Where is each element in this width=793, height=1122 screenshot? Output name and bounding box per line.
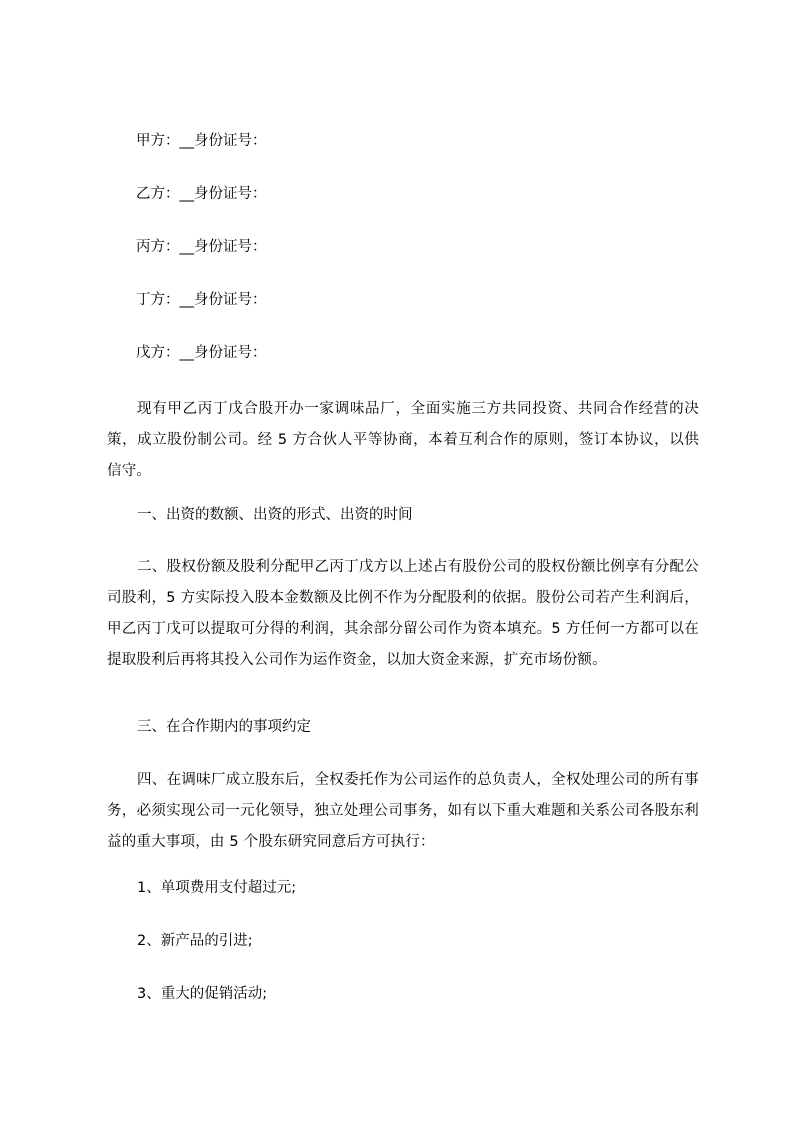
list-item-1: 1、单项费用支付超过元;	[137, 880, 297, 896]
party-ding-line: 丁方：__身份证号：	[136, 292, 267, 308]
party-jia-line: 甲方：__身份证号：	[136, 133, 267, 149]
list-item-2: 2、新产品的引进;	[137, 933, 253, 949]
section-3-title: 三、在合作期内的事项约定	[137, 719, 311, 735]
list-item-3: 3、重大的促销活动;	[137, 986, 268, 1002]
section-2-paragraph: 二、股权份额及股利分配甲乙丙丁戊方以上述占有股份公司的股权份额比例享有分配公司股利，5 方实际投入股本金数额及比例不作为分配股利的依据。股份公司若产生利润后，甲乙丙丁戊可以提取可分得的利润，其余部分留公司作为资本填充。5 方任何一方都可以在提取股利后再将其投入公司作为运作资金，以加大资金来源，扩充市场份额。	[107, 559, 699, 668]
intro-paragraph: 现有甲乙丙丁戊合股开办一家调味品厂，全面实施三方共同投资、共同合作经营的决策，成立股份制公司。经 5 方合伙人平等协商，本着互利合作的原则，签订本协议，以供信守。	[107, 401, 699, 479]
party-wu-line: 戊方：__身份证号：	[136, 345, 267, 361]
party-yi-line: 乙方：__身份证号：	[136, 186, 267, 202]
section-4-paragraph: 四、在调味厂成立股东后，全权委托作为公司运作的总负责人，全权处理公司的所有事务，必须实现公司一元化领导，独立处理公司事务，如有以下重大难题和关系公司各股东利益的重大事项，由 5 个股东研究同意后方可执行：	[107, 772, 699, 850]
party-bing-line: 丙方：__身份证号：	[136, 239, 267, 255]
section-1-title: 一、出资的数额、出资的形式、出资的时间	[137, 507, 413, 523]
